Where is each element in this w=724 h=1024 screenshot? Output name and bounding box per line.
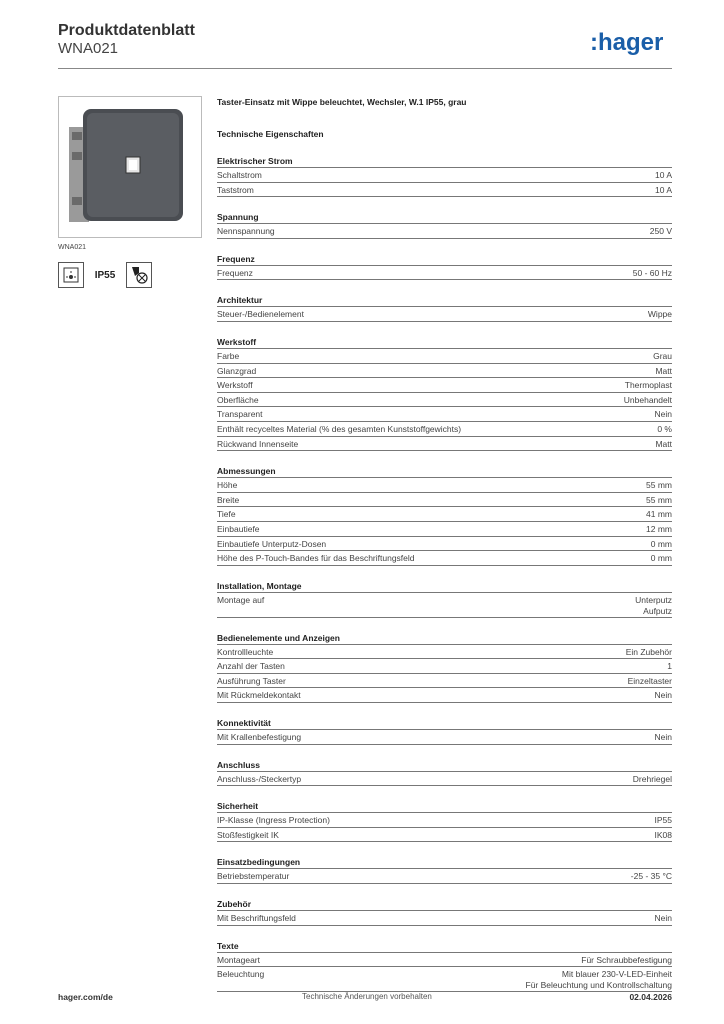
section-title: Sicherheit <box>217 800 672 813</box>
spec-row <box>217 183 672 198</box>
spec-value: Wippe <box>647 309 672 320</box>
spec-row <box>217 437 672 452</box>
spec-section <box>217 294 672 322</box>
spec-label: Rückwand Innenseite <box>217 438 299 449</box>
spec-label: Tiefe <box>217 509 236 520</box>
spec-value: 41 mm <box>646 509 672 520</box>
lit-switch-icon <box>58 262 84 288</box>
section-title: Spannung <box>217 211 672 224</box>
footer-date: 02.04.2026 <box>629 992 672 1002</box>
spec-label: Betriebstemperatur <box>217 871 290 882</box>
spec-value: 50 - 60 Hz <box>632 267 672 278</box>
spec-value: Unterputz Aufputz <box>635 594 672 616</box>
spec-label: Glanzgrad <box>217 365 257 376</box>
section-title: Einsatzbedingungen <box>217 856 672 869</box>
spec-section <box>217 898 672 926</box>
hager-logo <box>590 28 674 58</box>
spec-section <box>217 465 672 566</box>
spec-value: Thermoplast <box>624 380 672 391</box>
spec-value: Drehriegel <box>632 773 672 784</box>
spec-value: 55 mm <box>646 494 672 505</box>
spec-section <box>217 155 672 197</box>
spec-label: Höhe <box>217 480 238 491</box>
header-divider <box>58 68 672 69</box>
spec-label: Oberfläche <box>217 394 259 405</box>
spec-value: IK08 <box>654 829 672 840</box>
spec-section <box>217 940 672 993</box>
spec-row <box>217 593 672 618</box>
spec-label: Kontrollleuchte <box>217 646 274 657</box>
spec-section <box>217 211 672 239</box>
image-caption: WNA021 <box>58 244 87 251</box>
svg-text::hager: :hager <box>590 29 664 56</box>
spec-value: IP55 <box>654 815 672 826</box>
spec-row <box>217 393 672 408</box>
section-title: Architektur <box>217 294 672 307</box>
spec-label: Anschluss-/Steckertyp <box>217 773 302 784</box>
spec-value: Nein <box>654 409 672 420</box>
spec-value: Mit blauer 230-V-LED-Einheit Für Beleuchtung und Kontrollschaltung <box>525 969 672 991</box>
spec-value: 1 <box>667 661 672 672</box>
spec-content <box>217 96 672 992</box>
section-title: Bedienelemente und Anzeigen <box>217 632 672 645</box>
spec-row <box>217 307 672 322</box>
product-code: WNA021 <box>58 40 119 57</box>
spec-value: Nein <box>654 913 672 924</box>
spec-label: Transparent <box>217 409 263 420</box>
spec-label: Montageart <box>217 954 260 965</box>
spec-value: Matt <box>655 365 672 376</box>
spec-label: Stoßfestigkeit IK <box>217 829 279 840</box>
spec-value: 0 % <box>657 423 672 434</box>
spec-row <box>217 730 672 745</box>
spec-label: Mit Rückmeldekontakt <box>217 690 301 701</box>
spec-label: Nennspannung <box>217 226 275 237</box>
spec-value: Matt <box>655 438 672 449</box>
spec-value: 12 mm <box>646 523 672 534</box>
spec-section <box>217 580 672 618</box>
spec-value: Unbehandelt <box>623 394 672 405</box>
spec-section <box>217 856 672 884</box>
spec-row <box>217 911 672 926</box>
spec-row <box>217 266 672 281</box>
spec-label: Mit Krallenbefestigung <box>217 732 302 743</box>
footer-website: hager.com/de <box>58 992 113 1002</box>
spec-row <box>217 828 672 843</box>
section-title: Werkstoff <box>217 336 672 349</box>
spec-row <box>217 953 672 968</box>
spec-row <box>217 364 672 379</box>
spec-row <box>217 551 672 566</box>
spec-row <box>217 674 672 689</box>
spec-row <box>217 645 672 660</box>
spec-section <box>217 253 672 281</box>
spec-value: 250 V <box>649 226 672 237</box>
spec-label: Schaltstrom <box>217 170 262 180</box>
section-title: Konnektivität <box>217 717 672 730</box>
spec-row <box>217 378 672 393</box>
spec-value: Für Schraubbefestigung <box>581 954 672 965</box>
spec-row <box>217 537 672 552</box>
section-title: Anschluss <box>217 759 672 772</box>
spec-label: Steuer-/Bedienelement <box>217 309 304 320</box>
spec-value: 0 mm <box>650 538 672 549</box>
spec-row <box>217 168 672 183</box>
spec-label: Höhe des P-Touch-Bandes für das Beschriftungsfeld <box>217 553 415 564</box>
section-title: Texte <box>217 940 672 953</box>
spec-row <box>217 493 672 508</box>
spec-row <box>217 349 672 364</box>
product-title: Taster-Einsatz mit Wippe beleuchtet, Wechsler, W.1 IP55, grau <box>217 97 467 107</box>
spec-row <box>217 422 672 437</box>
spec-row <box>217 407 672 422</box>
spec-label: IP-Klasse (Ingress Protection) <box>217 815 330 826</box>
section-title: Elektrischer Strom <box>217 155 672 168</box>
spec-row <box>217 869 672 884</box>
spec-label: Einbautiefe <box>217 523 260 534</box>
spec-row <box>217 659 672 674</box>
spec-label: Einbautiefe Unterputz-Dosen <box>217 538 327 549</box>
spec-value: Ein Zubehör <box>625 646 672 657</box>
spec-row <box>217 478 672 493</box>
spec-row <box>217 224 672 239</box>
spec-section <box>217 717 672 745</box>
spec-label: Farbe <box>217 350 240 361</box>
spec-section <box>217 800 672 842</box>
spec-label: Montage auf <box>217 594 265 605</box>
spec-row <box>217 967 672 992</box>
section-title: Abmessungen <box>217 465 672 478</box>
spec-label: Mit Beschriftungsfeld <box>217 913 296 924</box>
section-title: Frequenz <box>217 253 672 266</box>
spec-section <box>217 632 672 703</box>
spec-value: Nein <box>654 732 672 743</box>
spec-value: Einzeltaster <box>627 675 672 686</box>
footer-disclaimer: Technische Änderungen vorbehalten <box>302 992 432 1001</box>
spec-label: Werkstoff <box>217 380 253 391</box>
feature-icons <box>58 262 152 288</box>
spec-value: Nein <box>654 690 672 701</box>
spec-section <box>217 759 672 787</box>
spec-label: Taststrom <box>217 184 254 195</box>
spec-value: Grau <box>653 350 672 361</box>
ip55-badge-icon: IP55 <box>94 269 116 281</box>
spec-row <box>217 507 672 522</box>
spec-row <box>217 522 672 537</box>
spec-label: Anzahl der Tasten <box>217 661 285 672</box>
spec-row <box>217 772 672 787</box>
spec-value: 55 mm <box>646 480 672 491</box>
spec-value: 10 A <box>654 170 672 180</box>
tech-heading: Technische Eigenschaften <box>217 129 324 139</box>
spec-section <box>217 336 672 451</box>
section-title: Installation, Montage <box>217 580 672 593</box>
spec-sections <box>217 155 672 992</box>
spec-row <box>217 688 672 703</box>
spec-label: Frequenz <box>217 267 253 278</box>
spec-value: 0 mm <box>650 553 672 564</box>
spec-label: Breite <box>217 494 240 505</box>
spec-row <box>217 813 672 828</box>
no-halogen-icon <box>126 262 152 288</box>
spec-label: Ausführung Taster <box>217 675 286 686</box>
spec-label: Beleuchtung <box>217 969 265 980</box>
document-title: Produktdatenblatt <box>58 22 195 39</box>
spec-label: Enthält recyceltes Material (% des gesamten Kunststoffgewichts) <box>217 423 462 434</box>
product-image <box>58 96 202 238</box>
spec-value: -25 - 35 °C <box>630 871 672 882</box>
section-title: Zubehör <box>217 898 672 911</box>
spec-value: 10 A <box>654 184 672 195</box>
